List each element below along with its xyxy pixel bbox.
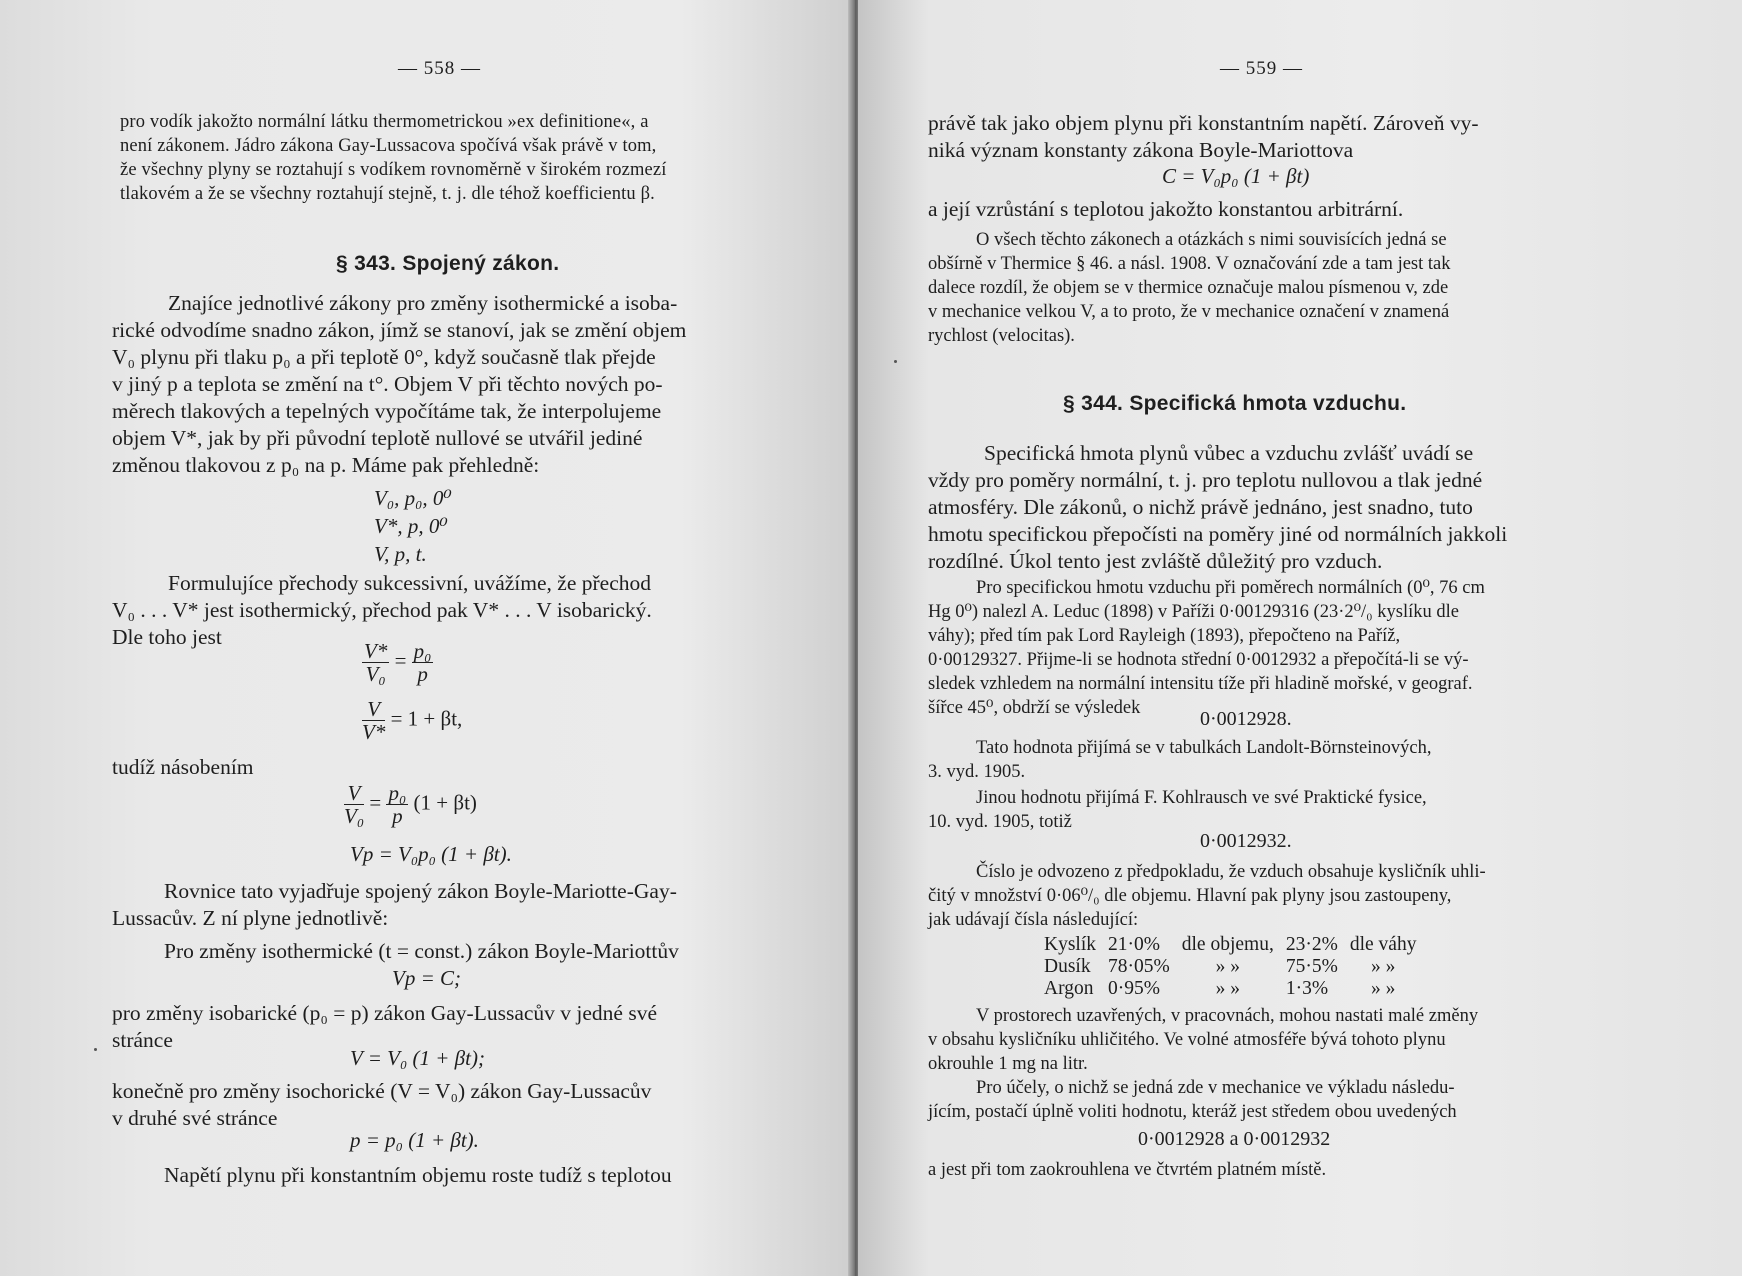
table-cell: dle objemu,	[1181, 934, 1274, 955]
table-cell: » »	[1215, 956, 1240, 977]
composition-table	[1038, 934, 1422, 1000]
paragraph	[928, 860, 1486, 932]
table-cell: 23·2%	[1285, 934, 1338, 955]
table-cell: 78·05%	[1108, 956, 1170, 977]
fraction: $\frac{V*}{\text{V₀}}$	[364, 639, 388, 686]
value: 0·0012932.	[1200, 830, 1292, 852]
text-line: měrech tlakových a tepelných vypočítáme tak, že interpolujeme	[112, 399, 662, 423]
text-line: tlakovém a že se všechny roztahují stejně, t. j. dle téhož koefficientu β.	[120, 184, 655, 204]
table-cell: Dusík	[1044, 956, 1091, 977]
equation: Vp = V₀p₀ (1 + βt).	[350, 842, 512, 866]
state-row: V₀, p₀, 0⁰	[374, 486, 452, 510]
paragraph	[120, 110, 667, 206]
text-line: Dle toho jest	[112, 625, 222, 649]
speck	[894, 360, 897, 363]
equation: V = V₀ (1 + βt);	[350, 1046, 485, 1070]
text-line: V prostorech uzavřených, v pracovnách, mohou nastati malé změny	[976, 1006, 1479, 1026]
text-line: obšírně v Thermice § 46. a násl. 1908. V označování zde a tam jest tak	[928, 254, 1451, 274]
text-line: Napětí plynu při konstantním objemu roste tudíž s teplotou	[164, 1163, 672, 1187]
text-line: rozdílné. Úkol tento jest zvláště důležitý pro vzduch.	[928, 549, 1383, 573]
text-line: váhy); před tím pak Lord Rayleigh (1893), přepočteno na Paříž,	[928, 626, 1401, 646]
text-line: 10. vyd. 1905, totiž	[928, 812, 1072, 832]
text-line: není zákonem. Jádro zákona Gay-Lussacova spočívá však právě v tom,	[120, 136, 657, 156]
table-cell: 0·95%	[1108, 978, 1161, 999]
text-line: že všechny plyny se roztahují s vodíkem rovnoměrně v širokém rozmezí	[120, 160, 667, 180]
paragraph	[928, 736, 1431, 784]
table-row	[1038, 978, 1422, 1000]
equation: p = p₀ (1 + βt).	[350, 1128, 479, 1152]
text-line: Pro změny isothermické (t = const.) zákon Boyle-Mariottův	[164, 939, 679, 963]
equation: Vp = C;	[392, 966, 461, 990]
text-line: Pro specifickou hmotu vzduchu při poměrech normálních (0⁰, 76 cm	[976, 578, 1485, 598]
text-line: rické odvodíme snadno zákon, jímž se stanoví, jak se změní objem	[112, 318, 687, 342]
text-line: šířce 45⁰, obdrží se výsledek	[928, 698, 1141, 718]
text-line: niká význam konstanty zákona Boyle-Mariottova	[928, 138, 1354, 162]
text-line: Tato hodnota přijímá se v tabulkách Landolt-Börnsteinových,	[976, 738, 1432, 758]
state-row: V*, p, 0⁰	[374, 514, 448, 538]
section-heading: § 343. Spojený zákon.	[336, 252, 560, 275]
equation: $\frac{V}{\text{V₀}}$ = $\frac{\text{p₀}}{p}$ (1 + βt)	[344, 781, 477, 828]
text-line: V₀ . . . V* jest isothermický, přechod pak V* . . . V isobarický.	[112, 598, 652, 622]
section-heading: § 344. Specifická hmota vzduchu.	[1063, 392, 1407, 415]
paragraph	[928, 440, 1507, 575]
table-cell: dle váhy	[1349, 934, 1417, 955]
table-cell: 1·3%	[1285, 978, 1329, 999]
table-cell: Argon	[1044, 978, 1094, 999]
page-number: — 558 —	[398, 58, 481, 79]
text-line: vždy pro poměry normální, t. j. pro teplotu nullovou a tlak jedné	[928, 468, 1483, 492]
left-page	[0, 0, 852, 1276]
text-line: právě tak jako objem plynu při konstantním napětí. Zároveň vy-	[928, 111, 1479, 135]
text-line: objem V*, jak by při původní teplotě nullové se utvářil jediné	[112, 426, 643, 450]
text-line: konečně pro změny isochorické (V = V₀) zákon Gay-Lussacův	[112, 1079, 652, 1103]
paragraph	[928, 1076, 1457, 1124]
text-line: čitý v množství 0·06⁰/₀ dle objemu. Hlavní pak plyny jsou zastoupeny,	[928, 886, 1452, 906]
text-line: a její vzrůstání s teplotou jakožto konstantou arbitrární.	[928, 197, 1404, 221]
paragraph	[928, 110, 1479, 164]
text-line: dalece rozdíl, že objem se v thermice označuje malou písmenou v, zde	[928, 278, 1449, 298]
text-line: 3. vyd. 1905.	[928, 762, 1026, 782]
table-cell: 75·5%	[1285, 956, 1338, 977]
table-cell: Kyslík	[1044, 934, 1097, 955]
text-line: změnou tlakovou z p₀ na p. Máme pak přehledně:	[112, 453, 540, 477]
text-line: Hg 0⁰) nalezl A. Leduc (1898) v Paříži 0·00129316 (23·2⁰/₀ kyslíku dle	[928, 602, 1459, 622]
footnote	[928, 228, 1450, 348]
state-row: V, p, t.	[374, 542, 427, 566]
fraction: $\frac{\text{p₀}}{p}$	[388, 781, 407, 828]
equation: C = V₀p₀ (1 + βt)	[1162, 164, 1310, 188]
text-line: stránce	[112, 1028, 173, 1052]
table-cell: 21·0%	[1108, 934, 1161, 955]
text-line: pro vodík jakožto normální látku thermometrickou »ex definitione«, a	[120, 112, 649, 132]
text-line: v jiný p a teplota se změní na t°. Objem V při těchto nových po-	[112, 372, 663, 396]
speck	[94, 1048, 97, 1051]
equation: $\frac{V*}{\text{V₀}}$ = $\frac{\text{p₀}}{p}$	[364, 639, 432, 686]
paragraph	[928, 576, 1485, 720]
paragraph	[112, 290, 686, 479]
right-page	[858, 0, 1742, 1276]
text-line: Pro účely, o nichž se jedná zde v mechanice ve výkladu následu-	[976, 1078, 1455, 1098]
text-line: Specifická hmota plynů vůbec a vzduchu zvlášť uvádí se	[984, 441, 1474, 465]
text-line: 0·00129327. Přijme-li se hodnota střední 0·0012932 a přepočítá-li se vý-	[928, 650, 1469, 670]
text-line: pro změny isobarické (p₀ = p) zákon Gay-Lussacův v jedné své	[112, 1001, 657, 1025]
text-line: V₀ plynu při tlaku p₀ a při teplotě 0°, když současně tlak přejde	[112, 345, 656, 369]
table-cell: » »	[1370, 978, 1396, 999]
table-row	[1038, 956, 1422, 978]
text-line: atmosféry. Dle zákonů, o nichž právě jednáno, jest snadno, tuto	[928, 495, 1473, 519]
fraction: $\frac{V}{V*}$	[362, 697, 386, 744]
text-line: jícím, postačí úplně voliti hodnotu, kteráž jest středem obou uvedených	[928, 1102, 1457, 1122]
paragraph	[112, 878, 679, 965]
state-list	[374, 484, 452, 568]
text-line: jak udávají čísla následující:	[928, 910, 1139, 930]
value: 0·0012928.	[1200, 708, 1292, 730]
paragraph	[112, 1078, 651, 1132]
table-cell: » »	[1215, 978, 1240, 999]
paragraph	[928, 786, 1427, 834]
page-number: — 559 —	[1220, 58, 1303, 79]
text-line: Rovnice tato vyjadřuje spojený zákon Boyle-Mariotte-Gay-	[164, 879, 677, 903]
text-line: v mechanice velkou V, a to proto, že v mechanice označení v znamená	[928, 302, 1450, 322]
text-line: Číslo je odvozeno z předpokladu, že vzduch obsahuje kysličník uhli-	[976, 862, 1486, 882]
table-row	[1038, 934, 1422, 956]
text-line: Lussacův. Z ní plyne jednotlivě:	[112, 906, 389, 930]
table-cell: » »	[1370, 956, 1396, 977]
text-line: O všech těchto zákonech a otázkách s nimi souvisících jedná se	[976, 230, 1447, 250]
text-line: tudíž násobením	[112, 755, 254, 779]
text-line: sledek vzhledem na normální intensitu tíže při hladině mořské, v geograf.	[928, 674, 1473, 694]
text-line: Jinou hodnotu přijímá F. Kohlrausch ve své Praktické fysice,	[976, 788, 1427, 808]
text-line: Formulujíce přechody sukcessivní, uvážíme, že přechod	[168, 571, 652, 595]
fraction: $\frac{\text{p₀}}{p}$	[413, 639, 432, 686]
text-line: hmotu specifickou přepočísti na poměry jiné od normálních jakkoli	[928, 522, 1508, 546]
text-line: v druhé své stránce	[112, 1106, 278, 1130]
fraction: $\frac{V}{\text{V₀}}$	[344, 781, 365, 828]
text-line: v obsahu kysličníku uhličitého. Ve volné atmosféře bývá tohoto plynu	[928, 1030, 1446, 1050]
equation: $\frac{V}{V*}$ = 1 + βt,	[362, 697, 463, 744]
paragraph	[928, 1004, 1478, 1076]
text-line: rychlost (velocitas).	[928, 326, 1075, 346]
text-line: a jest při tom zaokrouhlena ve čtvrtém platném místě.	[928, 1160, 1327, 1180]
value: 0·0012928 a 0·0012932	[1138, 1128, 1331, 1150]
text-line: okrouhle 1 mg na litr.	[928, 1054, 1088, 1074]
text-line: Znajíce jednotlivé zákony pro změny isothermické a isoba-	[168, 291, 678, 315]
